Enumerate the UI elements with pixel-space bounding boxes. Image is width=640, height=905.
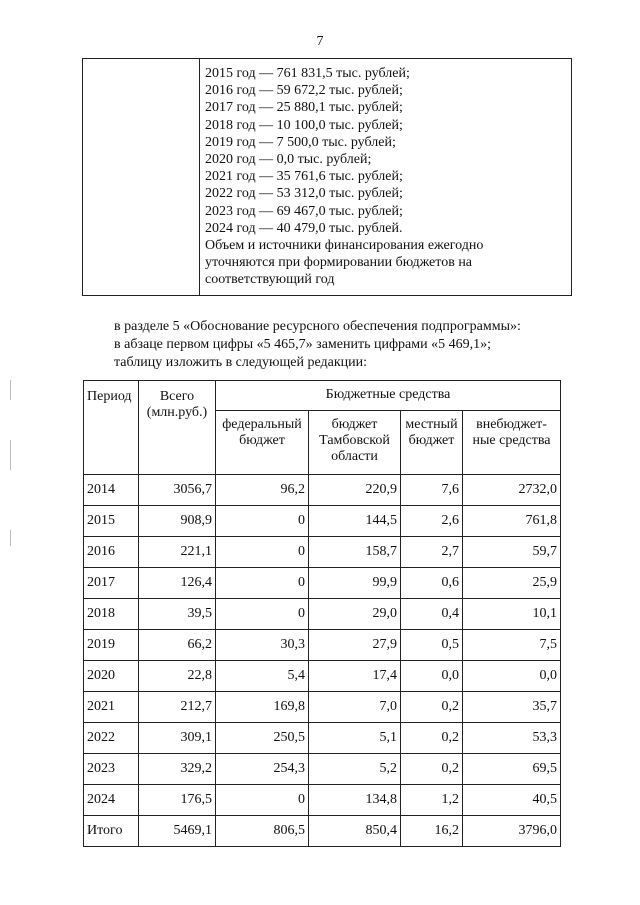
row-value: 2,7 bbox=[401, 537, 463, 568]
funding-table-empty-cell bbox=[83, 59, 200, 295]
row-value: 40,5 bbox=[463, 785, 561, 816]
row-value: 0,2 bbox=[401, 692, 463, 723]
row-value: 0,2 bbox=[401, 754, 463, 785]
row-value: 176,5 bbox=[139, 785, 216, 816]
row-value: 39,5 bbox=[139, 599, 216, 630]
header-total: Всего (млн.руб.) bbox=[139, 381, 216, 475]
table-row bbox=[84, 599, 561, 630]
row-value: 169,8 bbox=[216, 692, 309, 723]
row-value: 806,5 bbox=[216, 816, 309, 847]
amendment-line: в абзаце первом цифры «5 465,7» заменить цифрами «5 469,1»; bbox=[114, 337, 491, 352]
row-period: 2016 bbox=[84, 537, 139, 568]
table-row bbox=[84, 475, 561, 506]
funding-table-content-cell bbox=[200, 59, 571, 295]
amendment-line: в разделе 5 «Обоснование ресурсного обеспечения подпрограммы»: bbox=[114, 319, 521, 334]
funding-line: 2018 год — 10 100,0 тыс. рублей; bbox=[205, 117, 403, 133]
row-value: 158,7 bbox=[309, 537, 401, 568]
row-value: 0,0 bbox=[463, 661, 561, 692]
funding-line: 2024 год — 40 479,0 тыс. рублей. bbox=[205, 220, 403, 236]
row-value: 3796,0 bbox=[463, 816, 561, 847]
funding-note-line: соответствующий год bbox=[205, 272, 335, 288]
table-row bbox=[84, 630, 561, 661]
amendment-line: таблицу изложить в следующей редакции: bbox=[114, 355, 368, 370]
row-value: 254,3 bbox=[216, 754, 309, 785]
row-value: 29,0 bbox=[309, 599, 401, 630]
funding-line: 2020 год — 0,0 тыс. рублей; bbox=[205, 152, 372, 168]
row-value: 7,0 bbox=[309, 692, 401, 723]
funding-note-line: Объем и источники финансирования ежегодно bbox=[205, 238, 484, 254]
row-value: 27,9 bbox=[309, 630, 401, 661]
table-row bbox=[84, 816, 561, 847]
row-value: 5,4 bbox=[216, 661, 309, 692]
row-value: 5469,1 bbox=[139, 816, 216, 847]
row-value: 0,5 bbox=[401, 630, 463, 661]
scan-mark bbox=[10, 440, 11, 470]
row-value: 134,8 bbox=[309, 785, 401, 816]
row-value: 99,9 bbox=[309, 568, 401, 599]
row-value: 5,2 bbox=[309, 754, 401, 785]
funding-line: 2016 год — 59 672,2 тыс. рублей; bbox=[205, 83, 403, 99]
scan-mark bbox=[10, 380, 11, 400]
header-budget-funds: Бюджетные средства bbox=[216, 381, 561, 411]
row-period: Итого bbox=[84, 816, 139, 847]
row-value: 22,8 bbox=[139, 661, 216, 692]
row-value: 0,0 bbox=[401, 661, 463, 692]
row-value: 0 bbox=[216, 785, 309, 816]
table-row bbox=[84, 692, 561, 723]
row-value: 0 bbox=[216, 568, 309, 599]
row-value: 309,1 bbox=[139, 723, 216, 754]
row-value: 7,6 bbox=[401, 475, 463, 506]
row-period: 2022 bbox=[84, 723, 139, 754]
header-local: местный бюджет bbox=[401, 411, 463, 475]
table-row bbox=[84, 723, 561, 754]
header-federal: федеральный бюджет bbox=[216, 411, 309, 475]
row-period: 2024 bbox=[84, 785, 139, 816]
funding-line: 2019 год — 7 500,0 тыс. рублей; bbox=[205, 134, 396, 150]
page-number: 7 bbox=[316, 34, 324, 49]
table-row bbox=[84, 754, 561, 785]
funding-note-line: уточняются при формировании бюджетов на bbox=[205, 255, 473, 271]
funding-line: 2021 год — 35 761,6 тыс. рублей; bbox=[205, 169, 403, 185]
row-value: 250,5 bbox=[216, 723, 309, 754]
row-value: 59,7 bbox=[463, 537, 561, 568]
row-period: 2019 bbox=[84, 630, 139, 661]
row-value: 329,2 bbox=[139, 754, 216, 785]
row-value: 908,9 bbox=[139, 506, 216, 537]
row-period: 2017 bbox=[84, 568, 139, 599]
row-value: 16,2 bbox=[401, 816, 463, 847]
row-period: 2020 bbox=[84, 661, 139, 692]
row-value: 53,3 bbox=[463, 723, 561, 754]
row-value: 35,7 bbox=[463, 692, 561, 723]
row-value: 0,2 bbox=[401, 723, 463, 754]
row-value: 126,4 bbox=[139, 568, 216, 599]
table-row bbox=[84, 661, 561, 692]
row-value: 5,1 bbox=[309, 723, 401, 754]
row-value: 10,1 bbox=[463, 599, 561, 630]
row-value: 220,9 bbox=[309, 475, 401, 506]
row-value: 25,9 bbox=[463, 568, 561, 599]
header-period: Период bbox=[84, 381, 139, 475]
row-value: 2732,0 bbox=[463, 475, 561, 506]
row-value: 0,6 bbox=[401, 568, 463, 599]
table-row bbox=[84, 506, 561, 537]
row-period: 2018 bbox=[84, 599, 139, 630]
header-regional: бюджет Тамбовской области bbox=[309, 411, 401, 475]
funding-line: 2023 год — 69 467,0 тыс. рублей; bbox=[205, 203, 403, 219]
funding-line: 2015 год — 761 831,5 тыс. рублей; bbox=[205, 66, 410, 81]
row-value: 221,1 bbox=[139, 537, 216, 568]
row-value: 0 bbox=[216, 599, 309, 630]
row-value: 17,4 bbox=[309, 661, 401, 692]
row-value: 761,8 bbox=[463, 506, 561, 537]
budget-table bbox=[83, 380, 561, 847]
row-value: 96,2 bbox=[216, 475, 309, 506]
row-value: 3056,7 bbox=[139, 475, 216, 506]
table-row bbox=[84, 568, 561, 599]
table-row bbox=[84, 537, 561, 568]
row-value: 69,5 bbox=[463, 754, 561, 785]
row-value: 212,7 bbox=[139, 692, 216, 723]
row-value: 0,4 bbox=[401, 599, 463, 630]
row-value: 850,4 bbox=[309, 816, 401, 847]
row-value: 2,6 bbox=[401, 506, 463, 537]
row-value: 144,5 bbox=[309, 506, 401, 537]
row-value: 0 bbox=[216, 537, 309, 568]
funding-table bbox=[82, 58, 572, 296]
table-row bbox=[84, 785, 561, 816]
amendment-paragraph bbox=[114, 318, 574, 372]
funding-line: 2017 год — 25 880,1 тыс. рублей; bbox=[205, 100, 403, 116]
row-period: 2015 bbox=[84, 506, 139, 537]
row-period: 2023 bbox=[84, 754, 139, 785]
funding-line: 2022 год — 53 312,0 тыс. рублей; bbox=[205, 186, 403, 202]
row-value: 30,3 bbox=[216, 630, 309, 661]
row-period: 2021 bbox=[84, 692, 139, 723]
row-period: 2014 bbox=[84, 475, 139, 506]
row-value: 7,5 bbox=[463, 630, 561, 661]
row-value: 1,2 bbox=[401, 785, 463, 816]
scan-mark bbox=[10, 530, 11, 546]
row-value: 66,2 bbox=[139, 630, 216, 661]
header-extra: внебюджет-ные средства bbox=[463, 411, 561, 475]
row-value: 0 bbox=[216, 506, 309, 537]
